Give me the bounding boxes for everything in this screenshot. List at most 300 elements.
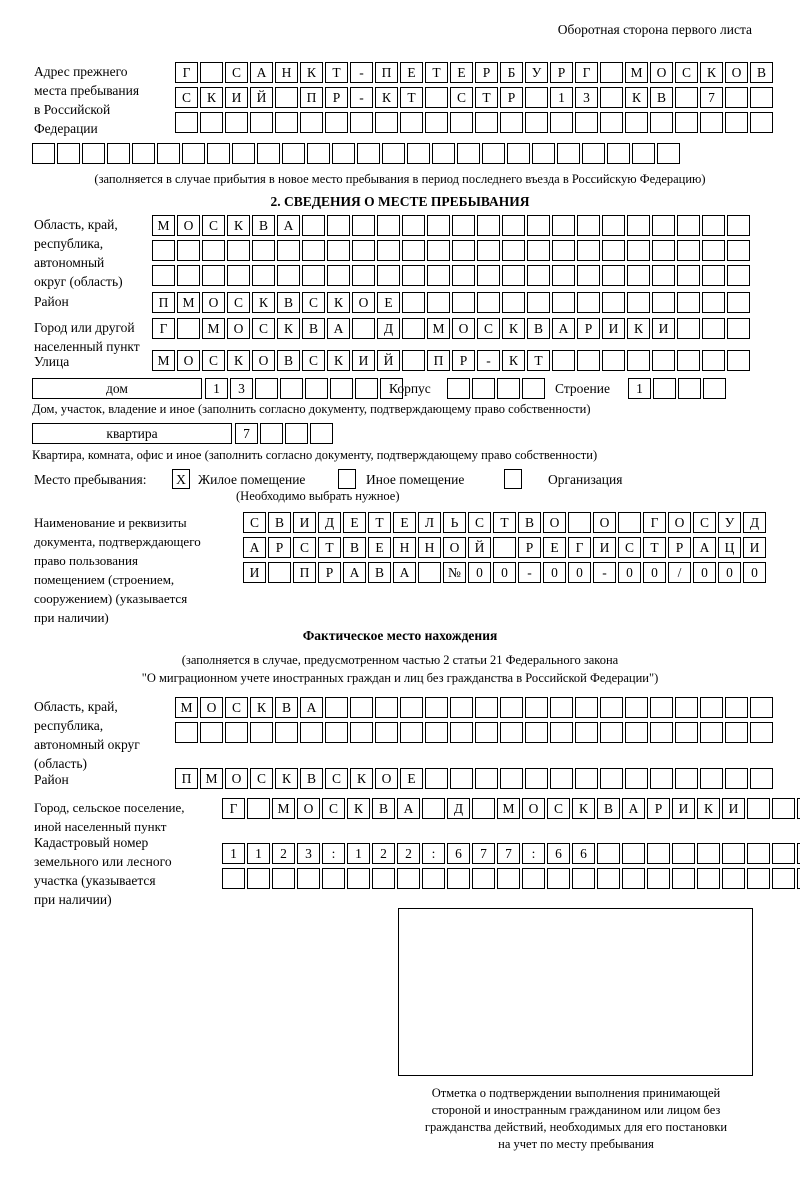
form-cell[interactable]	[350, 697, 373, 718]
form-cell[interactable]	[575, 112, 598, 133]
flat-cells[interactable]	[235, 423, 335, 444]
form-cell[interactable]	[552, 265, 575, 286]
form-cell[interactable]	[557, 143, 580, 164]
form-cell[interactable]	[452, 292, 475, 313]
form-cell[interactable]	[597, 843, 620, 864]
form-cell[interactable]: С	[322, 798, 345, 819]
form-cell[interactable]	[568, 512, 591, 533]
form-cell[interactable]: 2	[272, 843, 295, 864]
form-cell[interactable]	[300, 722, 323, 743]
form-cell[interactable]	[677, 240, 700, 261]
form-cell[interactable]: О	[202, 292, 225, 313]
form-cell[interactable]	[577, 240, 600, 261]
form-cell[interactable]	[602, 292, 625, 313]
form-cell[interactable]: В	[368, 562, 391, 583]
form-cell[interactable]: Р	[518, 537, 541, 558]
form-cell[interactable]: К	[252, 292, 275, 313]
form-cell[interactable]: Г	[152, 318, 175, 339]
form-cell[interactable]	[552, 292, 575, 313]
form-cell[interactable]: К	[502, 350, 525, 371]
form-cell[interactable]	[497, 868, 520, 889]
form-cell[interactable]: П	[293, 562, 316, 583]
form-cell[interactable]: В	[252, 215, 275, 236]
form-cell[interactable]: С	[675, 62, 698, 83]
form-cell[interactable]	[402, 350, 425, 371]
form-cell[interactable]: У	[525, 62, 548, 83]
form-cell[interactable]: О	[225, 768, 248, 789]
form-cell[interactable]	[177, 318, 200, 339]
form-cell[interactable]: Е	[543, 537, 566, 558]
form-cell[interactable]: В	[527, 318, 550, 339]
form-cell[interactable]	[275, 112, 298, 133]
form-cell[interactable]: Р	[577, 318, 600, 339]
form-cell[interactable]: 0	[493, 562, 516, 583]
section2-street-row[interactable]	[152, 350, 752, 371]
document-row-2[interactable]	[243, 537, 768, 558]
form-cell[interactable]	[575, 722, 598, 743]
form-cell[interactable]: Г	[222, 798, 245, 819]
form-cell[interactable]	[477, 292, 500, 313]
form-cell[interactable]: О	[177, 215, 200, 236]
form-cell[interactable]	[457, 143, 480, 164]
form-cell[interactable]: Е	[450, 62, 473, 83]
form-cell[interactable]: А	[300, 697, 323, 718]
form-cell[interactable]: Р	[325, 87, 348, 108]
form-cell[interactable]	[352, 240, 375, 261]
form-cell[interactable]	[552, 240, 575, 261]
form-cell[interactable]	[727, 292, 750, 313]
form-cell[interactable]: Е	[368, 537, 391, 558]
form-cell[interactable]	[357, 143, 380, 164]
actual-district-row[interactable]	[175, 768, 775, 789]
form-cell[interactable]: Г	[643, 512, 666, 533]
form-cell[interactable]: М	[497, 798, 520, 819]
form-cell[interactable]: Д	[318, 512, 341, 533]
form-cell[interactable]: О	[452, 318, 475, 339]
form-cell[interactable]	[625, 697, 648, 718]
form-cell[interactable]	[277, 240, 300, 261]
form-cell[interactable]	[552, 350, 575, 371]
form-cell[interactable]: М	[152, 215, 175, 236]
form-cell[interactable]	[675, 722, 698, 743]
form-cell[interactable]: А	[622, 798, 645, 819]
section2-city-row[interactable]	[152, 318, 752, 339]
form-cell[interactable]	[475, 697, 498, 718]
form-cell[interactable]: К	[227, 215, 250, 236]
form-cell[interactable]: С	[477, 318, 500, 339]
form-cell[interactable]	[475, 768, 498, 789]
form-cell[interactable]	[572, 868, 595, 889]
form-cell[interactable]	[425, 722, 448, 743]
form-cell[interactable]	[550, 722, 573, 743]
form-cell[interactable]: К	[572, 798, 595, 819]
form-cell[interactable]	[525, 87, 548, 108]
form-cell[interactable]: О	[352, 292, 375, 313]
form-cell[interactable]: -	[518, 562, 541, 583]
form-cell[interactable]: 1	[347, 843, 370, 864]
form-cell[interactable]	[32, 143, 55, 164]
form-cell[interactable]: 0	[718, 562, 741, 583]
document-row-1[interactable]	[243, 512, 768, 533]
form-cell[interactable]	[447, 868, 470, 889]
form-cell[interactable]: 6	[447, 843, 470, 864]
form-cell[interactable]	[577, 215, 600, 236]
form-cell[interactable]: С	[468, 512, 491, 533]
form-cell[interactable]	[177, 265, 200, 286]
form-cell[interactable]	[302, 240, 325, 261]
form-cell[interactable]	[432, 143, 455, 164]
actual-city-row[interactable]	[222, 798, 800, 819]
form-cell[interactable]: О	[375, 768, 398, 789]
form-cell[interactable]	[377, 240, 400, 261]
form-cell[interactable]: М	[177, 292, 200, 313]
form-cell[interactable]	[427, 215, 450, 236]
form-cell[interactable]: Р	[475, 62, 498, 83]
form-cell[interactable]: И	[225, 87, 248, 108]
form-cell[interactable]	[327, 240, 350, 261]
form-cell[interactable]: 1	[247, 843, 270, 864]
form-cell[interactable]: А	[693, 537, 716, 558]
form-cell[interactable]	[727, 240, 750, 261]
form-cell[interactable]	[400, 112, 423, 133]
form-cell[interactable]: К	[227, 350, 250, 371]
form-cell[interactable]: К	[347, 798, 370, 819]
form-cell[interactable]: О	[252, 350, 275, 371]
form-cell[interactable]	[352, 265, 375, 286]
form-cell[interactable]	[272, 868, 295, 889]
form-cell[interactable]: Т	[368, 512, 391, 533]
form-cell[interactable]	[397, 868, 420, 889]
form-cell[interactable]	[700, 697, 723, 718]
form-cell[interactable]	[702, 265, 725, 286]
form-cell[interactable]: Р	[668, 537, 691, 558]
form-cell[interactable]	[507, 143, 530, 164]
form-cell[interactable]	[275, 87, 298, 108]
form-cell[interactable]: С	[618, 537, 641, 558]
form-cell[interactable]	[602, 350, 625, 371]
cadastral-row-1[interactable]	[222, 843, 800, 864]
form-cell[interactable]	[727, 215, 750, 236]
form-cell[interactable]	[697, 843, 720, 864]
form-cell[interactable]: Е	[377, 292, 400, 313]
form-cell[interactable]: С	[302, 350, 325, 371]
form-cell[interactable]	[607, 143, 630, 164]
form-cell[interactable]	[502, 240, 525, 261]
cadastral-row-2[interactable]	[222, 868, 800, 889]
form-cell[interactable]	[502, 265, 525, 286]
form-cell[interactable]	[600, 112, 623, 133]
form-cell[interactable]	[260, 423, 283, 444]
form-cell[interactable]: О	[668, 512, 691, 533]
form-cell[interactable]	[450, 768, 473, 789]
form-cell[interactable]: И	[352, 350, 375, 371]
form-cell[interactable]	[425, 697, 448, 718]
form-cell[interactable]: Н	[275, 62, 298, 83]
form-cell[interactable]: В	[302, 318, 325, 339]
form-cell[interactable]: М	[202, 318, 225, 339]
form-cell[interactable]	[650, 697, 673, 718]
form-cell[interactable]: №	[443, 562, 466, 583]
form-cell[interactable]: В	[277, 350, 300, 371]
form-cell[interactable]	[252, 265, 275, 286]
form-cell[interactable]	[325, 722, 348, 743]
form-cell[interactable]	[627, 215, 650, 236]
form-cell[interactable]	[175, 112, 198, 133]
form-cell[interactable]: К	[625, 87, 648, 108]
section2-district-row[interactable]	[152, 292, 752, 313]
form-cell[interactable]	[622, 868, 645, 889]
form-cell[interactable]	[747, 798, 770, 819]
form-cell[interactable]	[382, 143, 405, 164]
form-cell[interactable]	[152, 240, 175, 261]
prev-address-row-2[interactable]	[175, 87, 775, 108]
korpus-cells[interactable]	[447, 378, 547, 399]
form-cell[interactable]: И	[243, 562, 266, 583]
form-cell[interactable]	[300, 112, 323, 133]
form-cell[interactable]	[347, 868, 370, 889]
form-cell[interactable]: А	[393, 562, 416, 583]
form-cell[interactable]: К	[697, 798, 720, 819]
form-cell[interactable]	[772, 798, 795, 819]
form-cell[interactable]	[477, 240, 500, 261]
form-cell[interactable]	[650, 112, 673, 133]
form-cell[interactable]: К	[200, 87, 223, 108]
form-cell[interactable]	[527, 240, 550, 261]
document-row-3[interactable]	[243, 562, 768, 583]
form-cell[interactable]: А	[243, 537, 266, 558]
form-cell[interactable]: О	[200, 697, 223, 718]
form-cell[interactable]	[447, 378, 470, 399]
form-cell[interactable]: С	[202, 350, 225, 371]
form-cell[interactable]: 6	[572, 843, 595, 864]
form-cell[interactable]: Л	[418, 512, 441, 533]
form-cell[interactable]	[725, 722, 748, 743]
form-cell[interactable]: Т	[318, 537, 341, 558]
form-cell[interactable]: О	[543, 512, 566, 533]
form-cell[interactable]	[377, 215, 400, 236]
form-cell[interactable]: С	[293, 537, 316, 558]
form-cell[interactable]: В	[650, 87, 673, 108]
form-cell[interactable]	[350, 112, 373, 133]
form-cell[interactable]: С	[227, 292, 250, 313]
form-cell[interactable]: М	[427, 318, 450, 339]
form-cell[interactable]	[352, 318, 375, 339]
form-cell[interactable]	[600, 768, 623, 789]
form-cell[interactable]	[750, 722, 773, 743]
form-cell[interactable]	[232, 143, 255, 164]
form-cell[interactable]: К	[327, 292, 350, 313]
form-cell[interactable]	[722, 868, 745, 889]
form-cell[interactable]	[697, 868, 720, 889]
form-cell[interactable]	[422, 868, 445, 889]
form-cell[interactable]: Р	[550, 62, 573, 83]
form-cell[interactable]	[647, 843, 670, 864]
form-cell[interactable]: Т	[493, 512, 516, 533]
form-cell[interactable]	[475, 722, 498, 743]
form-cell[interactable]: П	[175, 768, 198, 789]
form-cell[interactable]: Е	[393, 512, 416, 533]
stamp-box[interactable]	[398, 908, 753, 1076]
form-cell[interactable]: Е	[400, 62, 423, 83]
form-cell[interactable]	[325, 112, 348, 133]
form-cell[interactable]: М	[152, 350, 175, 371]
form-cell[interactable]: М	[200, 768, 223, 789]
form-cell[interactable]	[427, 292, 450, 313]
form-cell[interactable]: И	[293, 512, 316, 533]
form-cell[interactable]: :	[522, 843, 545, 864]
form-cell[interactable]	[772, 843, 795, 864]
form-cell[interactable]: -	[350, 87, 373, 108]
form-cell[interactable]	[372, 868, 395, 889]
form-cell[interactable]: С	[175, 87, 198, 108]
form-cell[interactable]	[700, 112, 723, 133]
form-cell[interactable]	[600, 722, 623, 743]
form-cell[interactable]: Г	[575, 62, 598, 83]
form-cell[interactable]: О	[443, 537, 466, 558]
form-cell[interactable]	[627, 240, 650, 261]
form-cell[interactable]	[527, 265, 550, 286]
form-cell[interactable]	[600, 62, 623, 83]
form-cell[interactable]	[602, 215, 625, 236]
form-cell[interactable]: О	[593, 512, 616, 533]
form-cell[interactable]: О	[650, 62, 673, 83]
form-cell[interactable]	[725, 87, 748, 108]
form-cell[interactable]	[202, 265, 225, 286]
form-cell[interactable]	[577, 292, 600, 313]
form-cell[interactable]	[222, 868, 245, 889]
form-cell[interactable]	[225, 112, 248, 133]
form-cell[interactable]	[282, 143, 305, 164]
form-cell[interactable]	[175, 722, 198, 743]
form-cell[interactable]: К	[275, 768, 298, 789]
form-cell[interactable]: И	[672, 798, 695, 819]
form-cell[interactable]: Т	[400, 87, 423, 108]
form-cell[interactable]: -	[477, 350, 500, 371]
form-cell[interactable]: Д	[377, 318, 400, 339]
form-cell[interactable]: С	[252, 318, 275, 339]
form-cell[interactable]	[675, 87, 698, 108]
form-cell[interactable]	[675, 112, 698, 133]
form-cell[interactable]	[627, 350, 650, 371]
form-cell[interactable]	[702, 215, 725, 236]
form-cell[interactable]: Й	[377, 350, 400, 371]
form-cell[interactable]	[750, 768, 773, 789]
form-cell[interactable]	[622, 843, 645, 864]
form-cell[interactable]: М	[272, 798, 295, 819]
form-cell[interactable]: В	[277, 292, 300, 313]
form-cell[interactable]	[227, 265, 250, 286]
form-cell[interactable]	[400, 697, 423, 718]
form-cell[interactable]: И	[743, 537, 766, 558]
form-cell[interactable]	[327, 265, 350, 286]
form-cell[interactable]	[657, 143, 680, 164]
form-cell[interactable]	[225, 722, 248, 743]
form-cell[interactable]	[550, 697, 573, 718]
form-cell[interactable]	[322, 868, 345, 889]
form-cell[interactable]	[500, 768, 523, 789]
form-cell[interactable]	[477, 215, 500, 236]
form-cell[interactable]: 1	[550, 87, 573, 108]
form-cell[interactable]	[202, 240, 225, 261]
form-cell[interactable]: Д	[447, 798, 470, 819]
form-cell[interactable]	[522, 378, 545, 399]
form-cell[interactable]	[252, 240, 275, 261]
stroenie-cells[interactable]	[628, 378, 728, 399]
form-cell[interactable]: :	[422, 843, 445, 864]
form-cell[interactable]	[500, 722, 523, 743]
form-cell[interactable]	[722, 843, 745, 864]
form-cell[interactable]	[427, 265, 450, 286]
form-cell[interactable]: К	[350, 768, 373, 789]
place-type-checkbox-organization[interactable]	[504, 469, 522, 489]
form-cell[interactable]	[418, 562, 441, 583]
form-cell[interactable]: 0	[693, 562, 716, 583]
form-cell[interactable]	[725, 768, 748, 789]
form-cell[interactable]	[177, 240, 200, 261]
place-type-checkbox-other[interactable]	[338, 469, 356, 489]
form-cell[interactable]	[302, 215, 325, 236]
form-cell[interactable]: К	[277, 318, 300, 339]
form-cell[interactable]	[402, 240, 425, 261]
form-cell[interactable]	[727, 265, 750, 286]
form-cell[interactable]	[355, 378, 378, 399]
form-cell[interactable]: С	[547, 798, 570, 819]
form-cell[interactable]: Р	[500, 87, 523, 108]
form-cell[interactable]	[525, 697, 548, 718]
form-cell[interactable]: С	[325, 768, 348, 789]
form-cell[interactable]: В	[268, 512, 291, 533]
form-cell[interactable]: В	[372, 798, 395, 819]
form-cell[interactable]: Е	[343, 512, 366, 533]
form-cell[interactable]	[402, 318, 425, 339]
form-cell[interactable]	[452, 215, 475, 236]
form-cell[interactable]	[422, 798, 445, 819]
form-cell[interactable]	[250, 112, 273, 133]
form-cell[interactable]	[702, 318, 725, 339]
form-cell[interactable]	[677, 350, 700, 371]
form-cell[interactable]	[652, 292, 675, 313]
form-cell[interactable]	[305, 378, 328, 399]
form-cell[interactable]: 7	[700, 87, 723, 108]
form-cell[interactable]	[597, 868, 620, 889]
house-number-cells[interactable]	[205, 378, 405, 399]
form-cell[interactable]	[500, 112, 523, 133]
form-cell[interactable]	[625, 112, 648, 133]
form-cell[interactable]	[575, 697, 598, 718]
form-cell[interactable]	[677, 292, 700, 313]
form-cell[interactable]	[310, 423, 333, 444]
form-cell[interactable]	[652, 240, 675, 261]
form-cell[interactable]: 3	[230, 378, 253, 399]
form-cell[interactable]	[532, 143, 555, 164]
form-cell[interactable]	[352, 215, 375, 236]
form-cell[interactable]: Т	[325, 62, 348, 83]
form-cell[interactable]	[280, 378, 303, 399]
form-cell[interactable]: О	[522, 798, 545, 819]
form-cell[interactable]: А	[250, 62, 273, 83]
form-cell[interactable]: И	[593, 537, 616, 558]
form-cell[interactable]	[502, 215, 525, 236]
form-cell[interactable]	[255, 378, 278, 399]
form-cell[interactable]: 1	[205, 378, 228, 399]
form-cell[interactable]: 6	[547, 843, 570, 864]
form-cell[interactable]	[450, 697, 473, 718]
form-cell[interactable]	[302, 265, 325, 286]
form-cell[interactable]: К	[502, 318, 525, 339]
form-cell[interactable]: К	[300, 62, 323, 83]
form-cell[interactable]: В	[597, 798, 620, 819]
form-cell[interactable]: С	[250, 768, 273, 789]
